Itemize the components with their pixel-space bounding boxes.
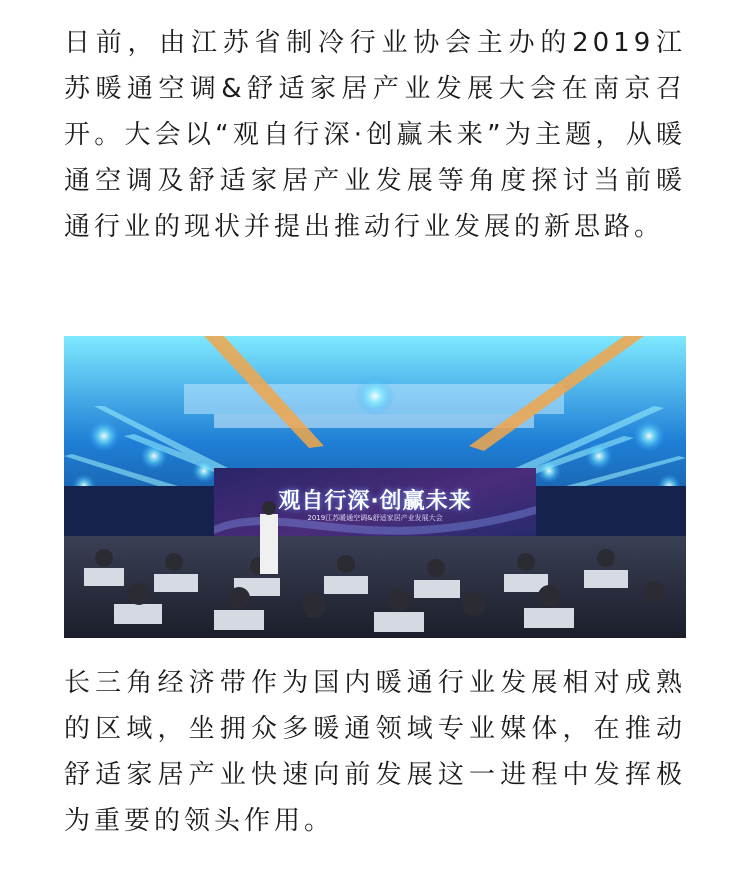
screen-subtitle: 2019江苏暖通空调&舒适家居产业发展大会 (307, 514, 443, 522)
paragraph-region: 长三角经济带作为国内暖通行业发展相对成熟的区域，坐拥众多暖通领域专业媒体，在推动舒适家居产业快速向前发展这一进程中发挥极为重要的领头作用。 (64, 668, 686, 836)
screen-title: 观自行深·创赢未来 (278, 489, 472, 514)
paragraph-intro: 日前，由江苏省制冷行业协会主办的2019江苏暖通空调&舒适家居产业发展大会在南京召开。大会以“观自行深·创赢未来”为主题，从暖通空调及舒适家居产业发展等角度探讨当前暖通行业的现状并提出推动行业发展的新思路。 (64, 28, 686, 242)
conference-photo (64, 336, 686, 638)
